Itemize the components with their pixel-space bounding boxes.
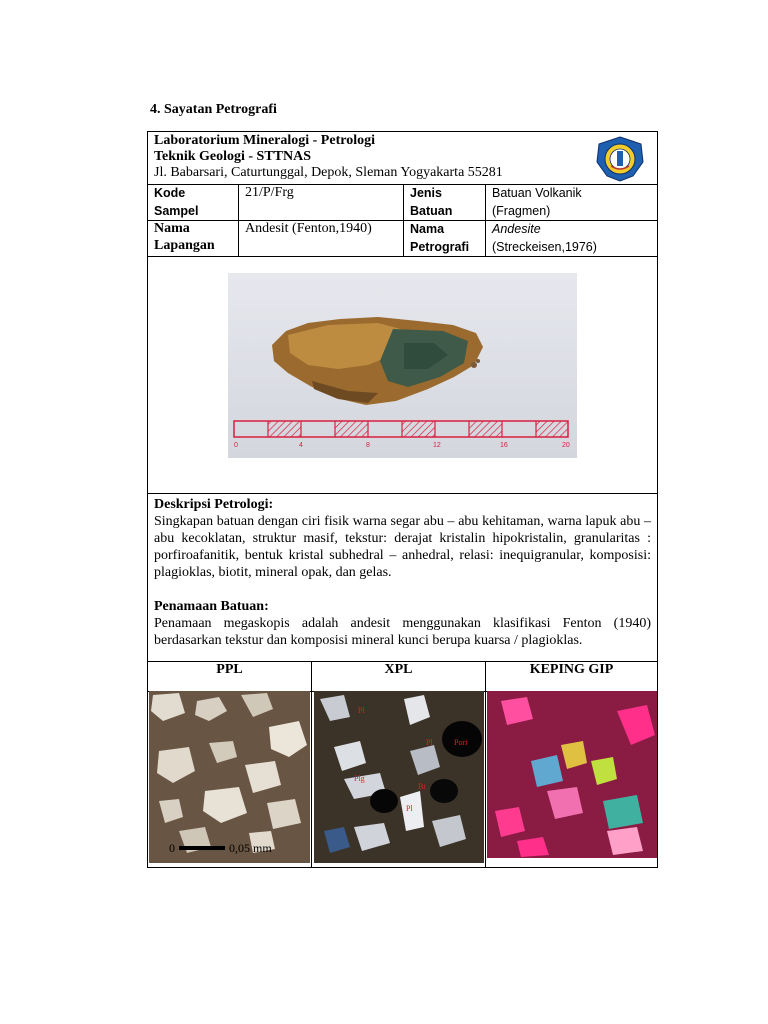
nama-petrografi-label-1: Nama — [410, 222, 445, 236]
jenis-batuan-label-2: Batuan — [410, 204, 453, 218]
xpl-label-plg: Plg — [354, 774, 365, 783]
scale-label-4: 4 — [299, 442, 303, 449]
scale-label-20: 20 — [562, 442, 570, 449]
gip-micrograph — [487, 691, 657, 858]
xpl-cell — [312, 691, 486, 868]
scale-zero-label: 0 — [169, 841, 175, 855]
nama-petrografi-label-2: Petrografi — [410, 240, 470, 254]
xpl-label-pl-2: Pl — [426, 738, 433, 747]
nama-petrografi-value-1: Andesite — [492, 222, 541, 236]
gip-cell — [486, 691, 657, 868]
info-row-1 — [148, 184, 657, 221]
section-title: 4. Sayatan Petrografi — [150, 102, 277, 117]
scale-label-16: 16 — [500, 442, 508, 449]
naming-heading: Penamaan Batuan: — [154, 599, 269, 614]
scale-label-0: 0 — [234, 442, 238, 449]
jenis-batuan-value-2: (Fragmen) — [492, 204, 551, 218]
gip-header: KEPING GIP — [529, 662, 614, 677]
jenis-batuan-value-1: Batuan Volkanik — [492, 186, 582, 200]
kode-sampel-label-2: Sampel — [154, 204, 199, 218]
ppl-micrograph — [149, 691, 310, 863]
naming-text: Penamaan megaskopis adalah andesit menggunakan klasifikasi Fenton (1940) berdasarkan tekstur dan komposisi mineral kunci berupa kuarsa / plagioklas. — [154, 616, 651, 648]
ppl-cell — [148, 691, 312, 868]
lab-address: Jl. Babarsari, Caturtunggal, Depok, Sleman Yogyakarta 55281 — [154, 165, 503, 180]
xpl-label-pl-1: Pl — [358, 706, 365, 715]
nama-lapangan-value: Andesit (Fenton,1940) — [245, 221, 372, 236]
jenis-batuan-label-1: Jenis — [410, 186, 442, 200]
nama-petrografi-value-2: (Streckeisen,1976) — [492, 240, 597, 254]
university-shield-logo — [595, 136, 645, 182]
xpl-header: XPL — [312, 661, 486, 691]
description-cell — [148, 493, 657, 662]
xpl-label-pori: Pori — [454, 738, 468, 747]
xpl-label-bt: Bt — [418, 782, 426, 791]
ppl-header: PPL — [148, 661, 312, 691]
lab-name: Laboratorium Mineralogi - Petrologi — [154, 133, 375, 148]
xpl-micrograph — [314, 691, 484, 863]
micrograph-header-row — [148, 661, 657, 692]
nama-lapangan-label-2: Lapangan — [154, 238, 215, 253]
info-row-2 — [148, 220, 657, 257]
rock-specimen-photo — [228, 273, 577, 458]
micrograph-row — [148, 691, 657, 868]
kode-sampel-value: 21/P/Frg — [245, 185, 294, 200]
description-text: Singkapan batuan dengan ciri fisik warna segar abu – abu kehitaman, warna lapuk abu – abu kecoklatan, struktur masif, tekstur: derajat kristalin hipokristalin, granularitas : porfiroafanitik, bentuk kristal subhedral – anhedral, relasi: inequigranular, komposisi: plagioklas, biotit, mineral opak, dan gelas. — [154, 514, 651, 580]
scale-label-8: 8 — [366, 442, 370, 449]
scale-label-12: 12 — [433, 442, 441, 449]
description-heading: Deskripsi Petrologi: — [154, 497, 274, 512]
petrography-table — [147, 131, 658, 868]
xpl-label-pl-3: Pl — [406, 804, 413, 813]
micro-scale-label: 0,05 mm — [229, 841, 272, 855]
lab-header — [148, 132, 657, 185]
nama-lapangan-label-1: Nama — [154, 221, 190, 236]
kode-sampel-label-1: Kode — [154, 186, 186, 200]
specimen-photo-cell — [148, 256, 657, 494]
department-name: Teknik Geologi - STTNAS — [154, 149, 312, 164]
